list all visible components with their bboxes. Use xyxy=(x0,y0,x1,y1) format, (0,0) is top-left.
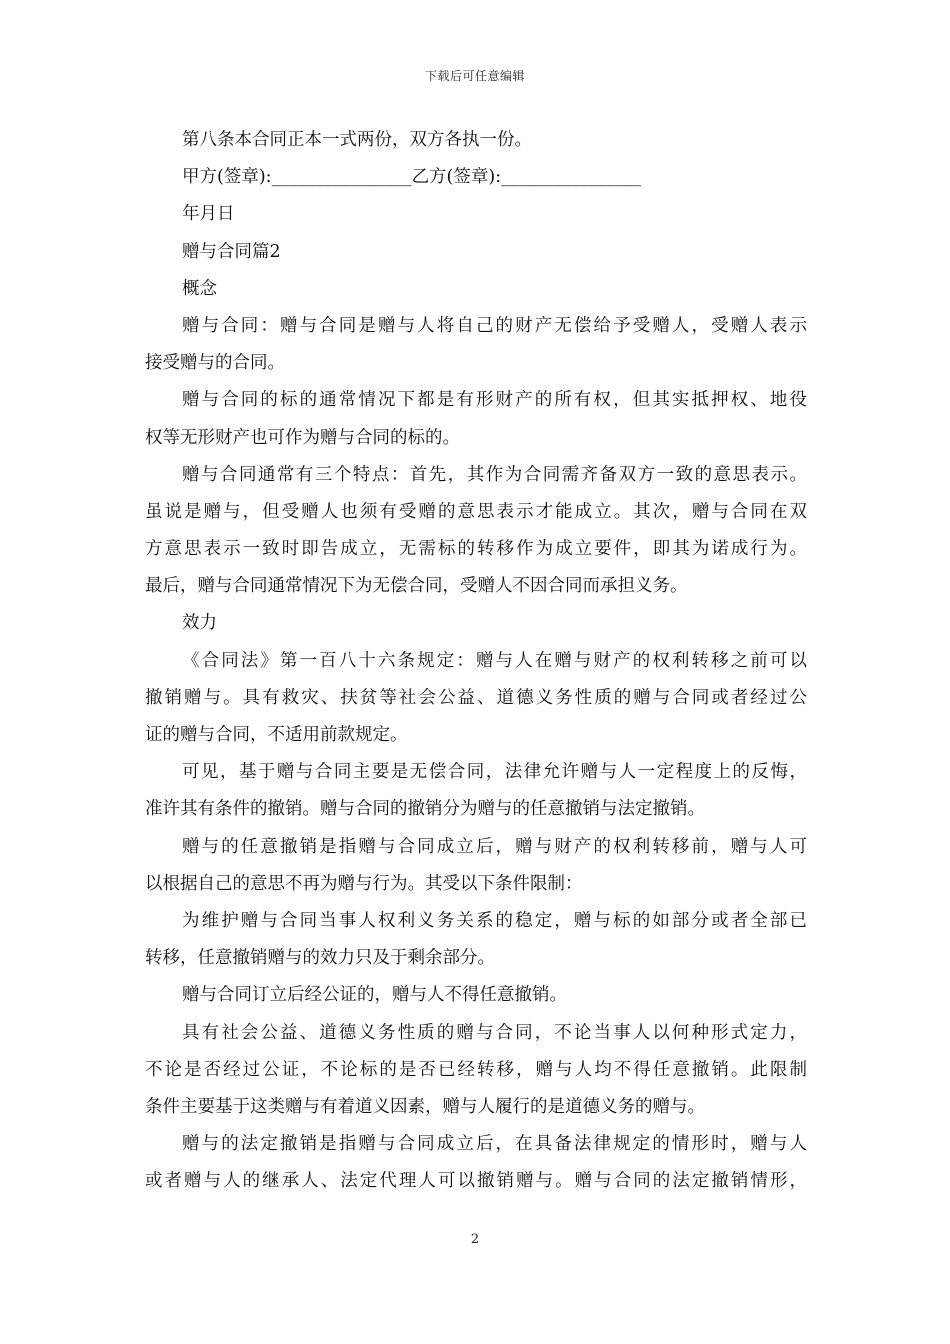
paragraph-revocation-types xyxy=(145,754,807,828)
paragraph-line: 准许其有条件的撤销。赠与合同的撤销分为赠与的任意撤销与法定撤销。 xyxy=(145,799,705,820)
paragraph-contract-law xyxy=(145,643,807,755)
signature-line xyxy=(145,159,807,196)
paragraph-line: 虽说是赠与，但受赠人也须有受赠的意思表示才能成立。其次，赠与合同在双 xyxy=(145,501,807,522)
paragraph-partial-transfer xyxy=(145,903,807,977)
paragraph-line: 条件主要基于这类赠与有着道义因素，赠与人履行的是道德义务的赠与。 xyxy=(145,1096,705,1117)
section-title: 赠与合同篇2 xyxy=(182,241,281,262)
paragraph-line: 赠与合同通常有三个特点：首先，其作为合同需齐备双方一致的意思表示。 xyxy=(182,464,807,485)
paragraph-line: 撤销赠与。具有救灾、扶贫等社会公益、道德义务性质的赠与合同或者经过公 xyxy=(145,687,807,708)
paragraph-statutory-revocation xyxy=(145,1126,807,1200)
paragraph-line: 权等无形财产也可作为赠与合同的标的。 xyxy=(145,427,460,448)
date-line: 年月日 xyxy=(182,204,235,225)
paragraph-line: 不论是否经过公证，不论标的是否已经转移，赠与人均不得任意撤销。此限制 xyxy=(145,1059,807,1080)
paragraph-line: 为维护赠与合同当事人权利义务关系的稳定，赠与标的如部分或者全部已 xyxy=(182,910,807,931)
paragraph-line: 以根据自己的意思不再为赠与行为。其受以下条件限制： xyxy=(145,873,583,894)
party-b-signature-blank: ________________ xyxy=(501,167,642,188)
paragraph-line: 赠与合同订立后经公证的，赠与人不得任意撤销。 xyxy=(182,985,567,1006)
page-number: 2 xyxy=(470,1232,480,1247)
party-b-label: 乙方(签章): xyxy=(411,167,502,188)
paragraph-line: 最后，赠与合同通常情况下为无偿合同，受赠人不因合同而承担义务。 xyxy=(145,576,688,597)
party-a-label: 甲方(签章): xyxy=(182,167,272,188)
paragraph-line: 赠与的法定撤销是指赠与合同成立后，在具备法律规定的情形时，赠与人 xyxy=(182,1134,807,1155)
paragraph-arbitrary-revocation xyxy=(145,829,807,903)
paragraph-line: 方意思表示一致时即告成立，无需标的转移作为成立要件，即其为诺成行为。 xyxy=(145,539,807,560)
paragraph-features xyxy=(145,457,807,606)
paragraph-line: 或者赠与人的继承人、法定代理人可以撤销赠与。赠与合同的法定撤销情形， xyxy=(145,1171,807,1192)
party-a-signature-blank: ________________ xyxy=(271,167,412,188)
paragraph-line: 可见，基于赠与合同主要是无偿合同，法律允许赠与人一定程度上的反悔， xyxy=(182,762,807,783)
document-body xyxy=(145,122,807,1200)
concept-heading: 概念 xyxy=(182,278,217,299)
paragraph-public-welfare xyxy=(145,1015,807,1127)
paragraph-line: 赠与合同：赠与合同是赠与人将自己的财产无偿给予受赠人，受赠人表示 xyxy=(182,315,807,336)
paragraph-subject-matter xyxy=(145,382,807,456)
paragraph-line: 证的赠与合同，不适用前款规定。 xyxy=(145,725,408,745)
page-header: 下载后可任意编辑 xyxy=(424,69,525,83)
paragraph-line: 赠与的任意撤销是指赠与合同成立后，赠与财产的权利转移前，赠与人可 xyxy=(182,836,807,857)
paragraph-line: 转移，任意撤销赠与的效力只及于剩余部分。 xyxy=(145,948,495,969)
paragraph-line: 《合同法》第一百八十六条规定：赠与人在赠与财产的权利转移之前可以 xyxy=(182,650,807,671)
paragraph-notarized xyxy=(145,977,807,1014)
paragraph-line: 赠与合同的标的通常情况下都是有形财产的所有权，但其实抵押权、地役 xyxy=(182,390,807,411)
paragraph-line: 具有社会公益、道德义务性质的赠与合同，不论当事人以何种形式定力， xyxy=(182,1022,807,1043)
effect-heading: 效力 xyxy=(182,613,217,634)
paragraph-definition xyxy=(145,308,807,382)
paragraph-line: 接受赠与的合同。 xyxy=(145,353,285,374)
article-8-text: 第八条本合同正本一式两份，双方各执一份。 xyxy=(182,130,532,150)
